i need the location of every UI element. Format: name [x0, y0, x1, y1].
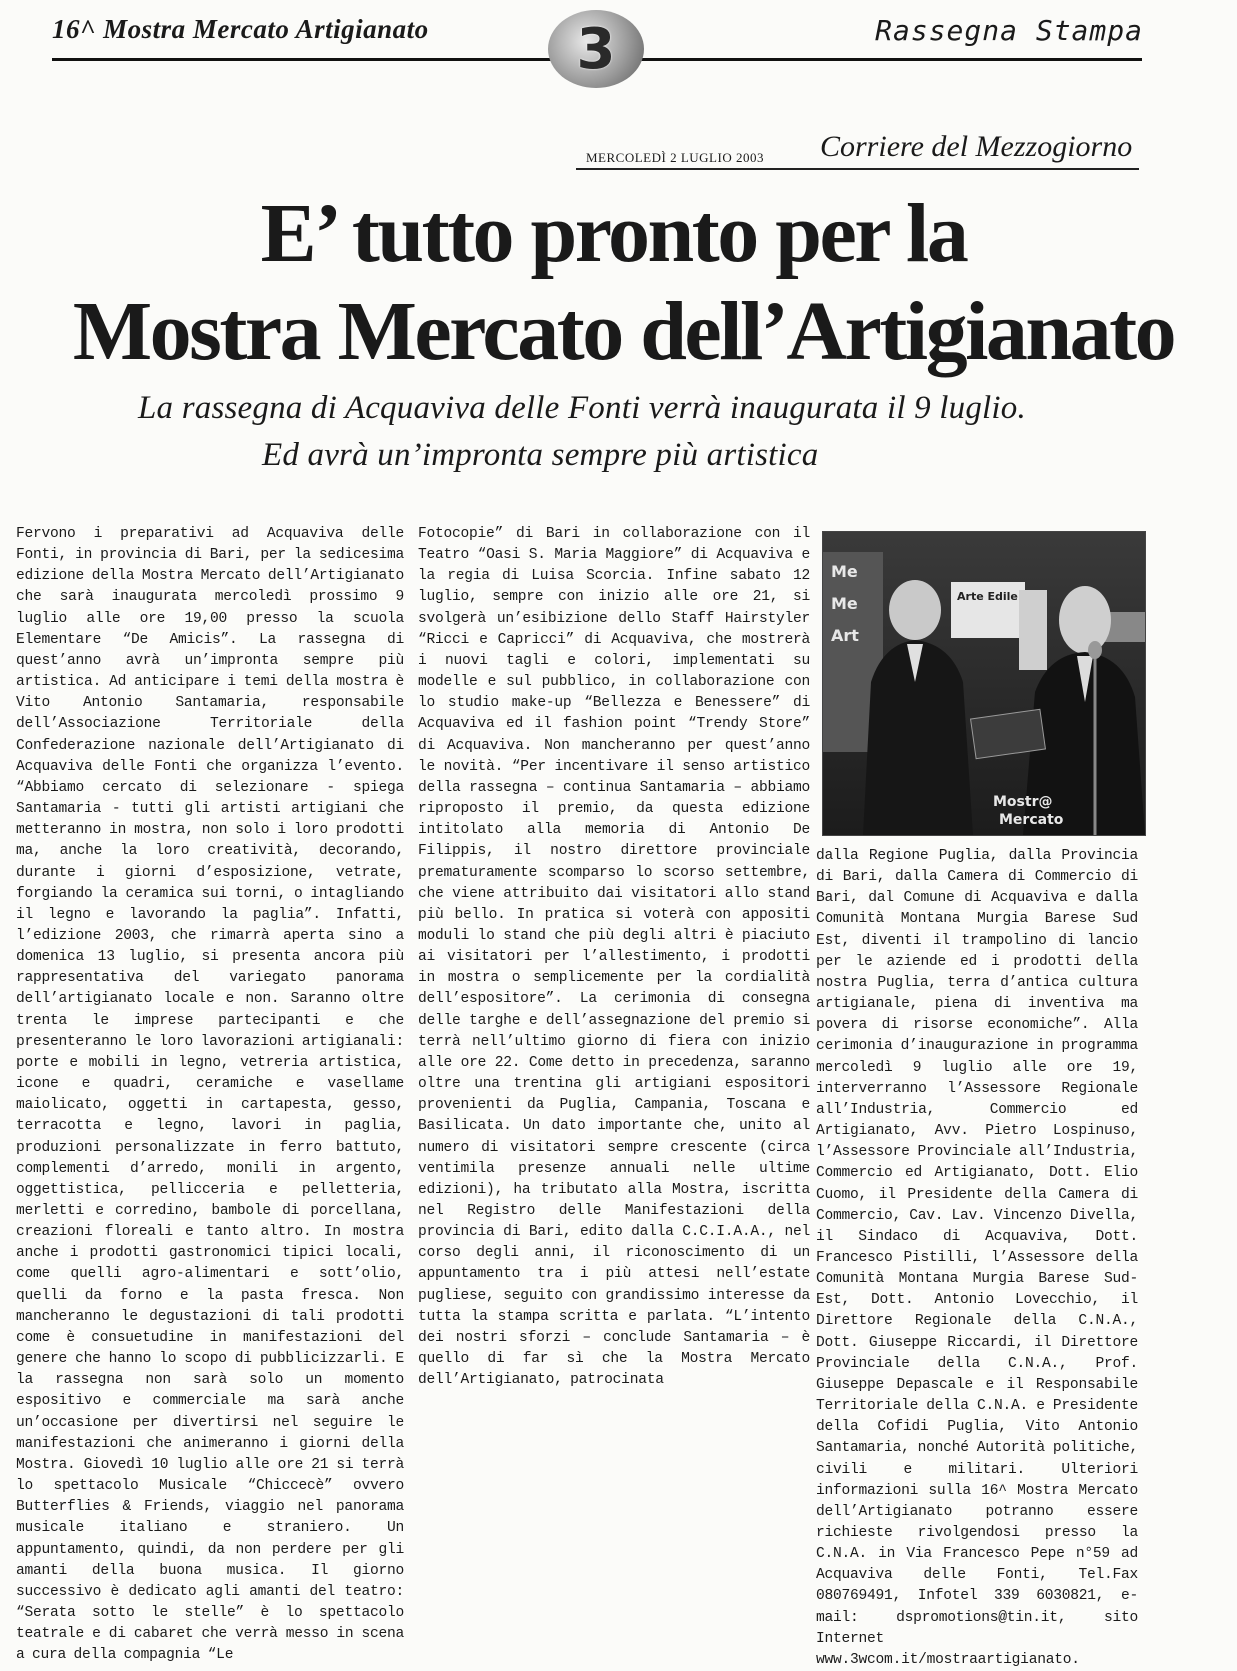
- article-column-1: Fervono i preparativi ad Acquaviva delle Fonti, in provincia di Bari, per la sedicesima edizione della Mostra Mercato dell’Artigianato che sarà inaugurata mercoledì prossimo 9 luglio alle ore 19,00 presso la scuola Elementare “De Amicis”. La rassegna di quest’anno avrà un’impronta sempre più artistica. Ad anticipare i temi della mostra è Vito Antonio Santamaria, responsabile dell’Associazione Territoriale della Confederazione nazionale dell’Artigianato di Acquaviva delle Fonti che organizza l’evento. “Abbiamo cercato di selezionare - spiega Santamaria - tutti gli artisti artigiani che metteranno in mostra, non solo i loro prodotti ma, anche la loro creatività, decorando, durante i giorni d’esposizione, vetrate, forgiando la ceramica sui torni, o intagliando il legno e lavorando la paglia”. Infatti, l’edizione 2003, che rimarrà aperta sino a domenica 13 luglio, si presenta ancora più rappresentativa del variegato panorama dell’artigianato locale e non. Saranno oltre trenta le imprese partecipanti e che presenteranno le loro lavorazioni artigianali: porte e mobili in legno, vetreria artistica, icone e quadri, ceramiche e vasellame maiolicato, oggetti in cartapesta, gesso, terracotta e legno, lavori in paglia, produzioni personalizzate in ferro battuto, complementi d’arredo, monili in argento, oggettistica, pellicceria e pelletteria, merletti e corredino, bambole di porcellana, creazioni floreali e tanto altro. In mostra anche i prodotti gastronomici tipici locali, come quelli agro-alimentari e sott’olio, quelli da forno e la pasta fresca. Non mancheranno le degustazioni di tali prodotti come è consuetudine in manifestazioni del genere che hanno lo scopo di pubblicizzarli. E la rassegna non sarà solo un momento espositivo e commerciale ma sarà anche un’occasione per divertirsi nel seguire le manifestazioni che animeranno i giorni della Mostra. Giovedì 10 luglio alle ore 21 si terrà lo spettacolo Musicale “Chiccecè” ovvero Butterflies & Friends, viaggio nel panorama musicale italiano e straniero. Un appuntamento, quindi, da non perdere per gli amanti della buona musica. Il giorno successivo è dedicato agli amanti del teatro: “Serata sotto le stelle” è lo spettacolo teatrale e di cabaret che verrà messo in scena a cura della compagnia “Le: [16, 526, 404, 1664]
- photo-illustration: [823, 532, 1145, 835]
- event-photo: [822, 531, 1146, 836]
- photo-banner-text-3: Art: [831, 626, 859, 645]
- headline-line-2: Mostra Mercato dell’Artigianato: [72, 285, 1175, 378]
- page-number: 3: [576, 16, 616, 82]
- article-column-2: Fotocopie” di Bari in collaborazione con il Teatro “Oasi S. Maria Maggiore” di Acquaviva e la regia di Luisa Scorcia. Infine sabato 12 luglio, sempre con inizio alle ore 21, si svolgerà un’esibizione dello Staff Hairstyler “Ricci e Capricci” di Acquaviva, che mostrerà i nuovi tagli e colori, implementati su modelle e sul pubblico, in collaborazione con lo studio make-up “Bellezza e Benessere” di Acquaviva ed il fashion point “Trendy Store” di Acquaviva. Non mancheranno per quest’anno le novità. “Per incentivare il senso artistico della rassegna – continua Santamaria – abbiamo riproposto il premio, da questa edizione intitolato alla memoria di Antonio De Filippis, il nostro direttore provinciale prematuramente scomparso lo scorso settembre, che viene attribuito dai visitatori allo stand più bello. In pratica si voterà con appositi moduli lo stand che più degli altri è piaciuto ai visitatori per l’allestimento, i prodotti in mostra o semplicemente per la cordialità dell’espositore”. La cerimonia di consegna delle targhe e dell’assegnazione del premio si terrà nell’ultimo giorno di fiera con inizio alle ore 22. Come detto in precedenza, saranno oltre una trentina gli artigiani espositori provenienti da Puglia, Campania, Toscana e Basilicata. Un dato importante che, unito al numero di visitatori sempre crescente (circa ventimila presenze annuali nelle ultime edizioni), ha tributato alla Mostra, iscritta nel Registro delle Manifestazioni della provincia di Bari, edito dalla C.C.I.A.A., nel corso degli anni, il riconoscimento di un appuntamento tra i più attesi nell’estate pugliese, seguito con grandissimo interesse da tutta la stampa scritta e parlata. “L’intento dei nostri sforzi – conclude Santamaria – è quello di far sì che la Mostra Mercato dell’Artigianato, patrocinata: [418, 526, 810, 1389]
- publication-date: MERCOLEDÌ 2 LUGLIO 2003: [586, 150, 764, 165]
- press-review-label: Rassegna Stampa: [875, 14, 1143, 47]
- page-number-badge: [548, 10, 644, 88]
- photo-watermark-line-1: Mostr@: [993, 794, 1053, 810]
- section-title: 16^ Mostra Mercato Artigianato: [52, 14, 429, 44]
- photo-watermark-line-2: Mercato: [999, 812, 1064, 828]
- dateline-rule: [576, 168, 1139, 170]
- photo-banner-text-2: Me: [831, 594, 858, 613]
- headline-line-1: E’ tutto pronto per la: [260, 187, 967, 280]
- subheadline-line-1: La rassegna di Acquaviva delle Fonti verrà inaugurata il 9 luglio.: [138, 390, 1026, 426]
- subheadline-line-2: Ed avrà un’impronta sempre più artistica: [262, 437, 819, 473]
- article-column-3: dalla Regione Puglia, dalla Provincia di Bari, dalla Camera di Commercio di Bari, dal Comune di Acquaviva e dalla Comunità Montana Murgia Barese Sud Est, diventi il trampolino di lancio per le aziende ed i prodotti della nostra Puglia, terra d’antica cultura artigianale, piena di inventiva ma povera di risorse economiche”. Alla cerimonia d’inaugurazione in programma mercoledì 9 luglio alle ore 19, interverranno l’Assessore Regionale all’Industria, Commercio ed Artigianato, Avv. Pietro Lospinuso, l’Assessore Provinciale all’Industria, Commercio ed Artigianato, Dott. Elio Cuomo, il Presidente della Camera di Commercio, Cav. Lav. Vincenzo Divella, il Sindaco di Acquaviva, Dott. Francesco Pistilli, l’Assessore della Comunità Montana Murgia Barese Sud-Est, Dott. Antonio Lovecchio, il Direttore Regionale della C.N.A., Dott. Giuseppe Riccardi, il Direttore Provinciale della C.N.A., Prof. Giuseppe Depascale e il Responsabile Territoriale della C.N.A. e Presidente della Cofidi Puglia, Vito Antonio Santamaria, nonché Autorità politiche, civili e militari. Ulteriori informazioni sulla 16^ Mostra Mercato dell’Artigianato potranno essere richieste rivolgendosi presso la C.N.A. in Via Francesco Pepe n°59 ad Acquaviva delle Fonti, Tel.Fax 080769491, Infotel 339 6030821, e-mail: dspromotions@tin.it, sito Internet www.3wcom.it/mostraartigianato.: [816, 848, 1138, 1668]
- photo-sign-text: Arte Edile: [957, 590, 1018, 603]
- photo-banner-text-1: Me: [831, 562, 858, 581]
- newspaper-name: Corriere del Mezzogiorno: [820, 130, 1133, 163]
